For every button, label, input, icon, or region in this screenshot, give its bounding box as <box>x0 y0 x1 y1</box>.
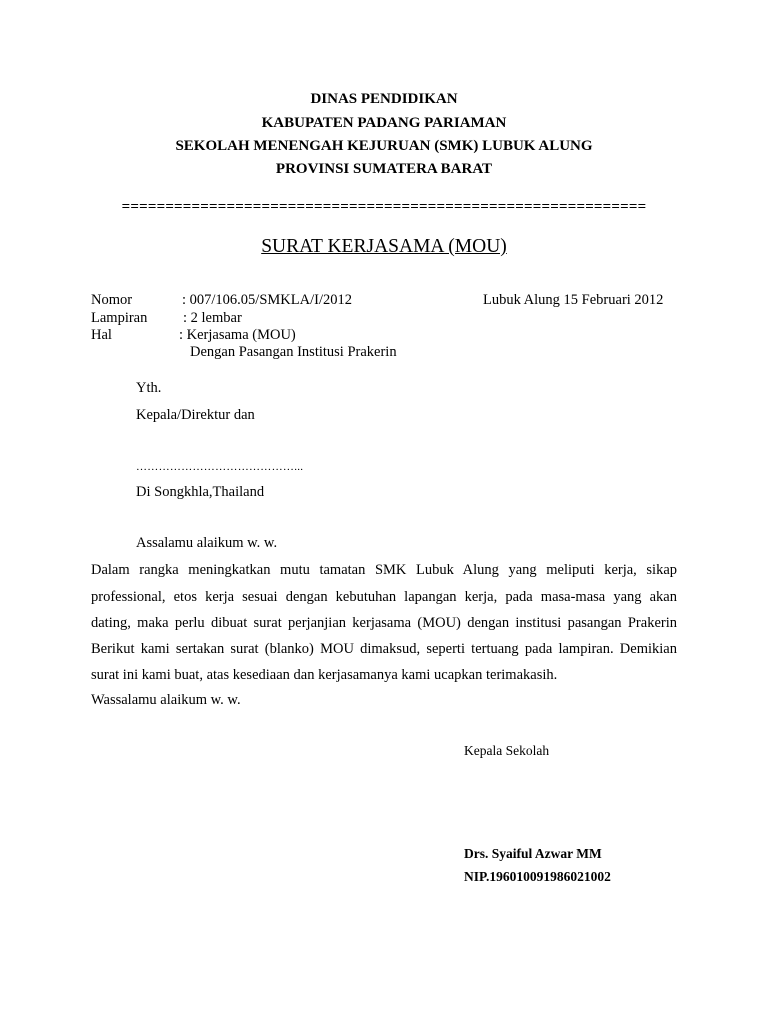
recipient-location: Di Songkhla,Thailand <box>136 484 265 500</box>
hal-value: : Kerjasama (MOU) <box>179 327 296 343</box>
hal-value-continued: Dengan Pasangan Institusi Prakerin <box>190 344 397 360</box>
header-separator: ============================================================ <box>121 199 647 215</box>
recipient-line: Kepala/Direktur dan <box>136 407 255 423</box>
signature-role: Kepala Sekolah <box>464 743 550 758</box>
lampiran-label: Lampiran <box>91 310 148 326</box>
nomor-label: Nomor <box>91 292 133 308</box>
greeting: Assalamu alaikum w. w. <box>136 535 278 551</box>
body-paragraph-line-1: Dalam rangka meningkatkan mutu tamatan SMK Lubuk Alung yang meliputi kerja, sikap <box>91 562 677 578</box>
recipient-placeholder-dots: ……………………………………... <box>136 461 304 473</box>
hal-label: Hal <box>91 327 112 343</box>
header-line-1: DINAS PENDIDIKAN <box>310 91 458 107</box>
header-line-2: KABUPATEN PADANG PARIAMAN <box>261 115 507 131</box>
closing: Wassalamu alaikum w. w. <box>91 692 241 708</box>
body-paragraph-line-2: professional, etos kerja sesuai dengan kebutuhan lapangan kerja, pada masa-masa yang akan <box>91 589 677 605</box>
body-paragraph-last-line: surat ini kami buat, atas kesediaan dan kerjasamanya kami ucapkan terimakasih. <box>91 667 558 683</box>
header-line-3: SEKOLAH MENENGAH KEJURUAN (SMK) LUBUK ALUNG <box>175 138 593 154</box>
nomor-value: : 007/106.05/SMKLA/I/2012 <box>182 292 352 308</box>
letter-title: SURAT KERJASAMA (MOU) <box>261 236 507 257</box>
letter-date: Lubuk Alung 15 Februari 2012 <box>483 292 664 308</box>
signature-nip: NIP.196010091986021002 <box>464 869 611 884</box>
signature-name: Drs. Syaiful Azwar MM <box>464 846 602 861</box>
header-line-4: PROVINSI SUMATERA BARAT <box>275 161 493 177</box>
body-paragraph-line-3: dating, maka perlu dibuat surat perjanjian kerjasama (MOU) dengan institusi pasangan Prakerin <box>91 615 677 631</box>
recipient-yth: Yth. <box>136 380 162 396</box>
body-paragraph-line-4: Berikut kami sertakan surat (blanko) MOU dimaksud, seperti tertuang pada lampiran. Demikian <box>91 641 677 657</box>
lampiran-value: : 2 lembar <box>183 310 242 326</box>
